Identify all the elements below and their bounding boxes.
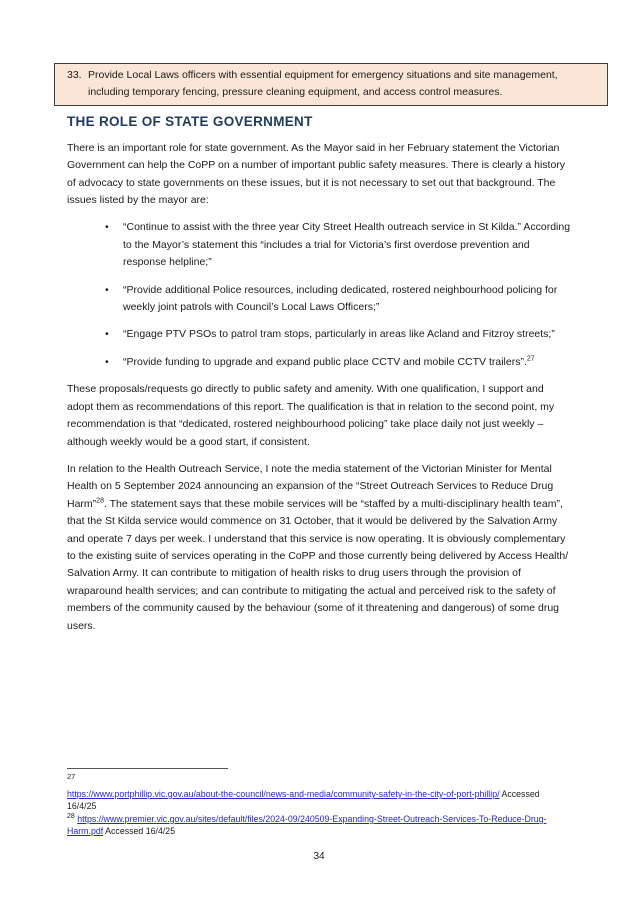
footnote-ref: 28 (96, 497, 104, 505)
list-item-text: “Provide funding to upgrade and expand public place CCTV and mobile CCTV trailers”. (123, 355, 527, 368)
footnote-ref: 27 (526, 355, 535, 363)
footnote-28-marker: 28 (67, 813, 75, 821)
list-item (67, 354, 571, 371)
page-number: 34 (313, 851, 325, 862)
bullet-icon: • (105, 355, 109, 368)
list-item (67, 219, 571, 271)
footnote-separator (67, 768, 228, 769)
paragraph-qualification: These proposals/requests go directly to public safety and amenity. With one qualification, I support and adopt them as recommendations of this report. The qualification is that in relation to the second point, my recommendation is that “dedicated, rostered neighbourhood policing” take place daily not just weekly – although weekly would be a good start, if consistent. (67, 383, 555, 448)
list-item-body (123, 282, 571, 317)
footnote-27-accessed: Accessed 16/4/25 (67, 789, 540, 811)
list-item (67, 282, 571, 317)
health-outreach-text-after: . The statement says that these mobile services will be “staffed by a multi-disciplinary health team”, that the St Kilda service would commence on 31 October, that it would be delivered by the Salvation Army and operate 7 days per week. I understand that this service is now operating. It is obviously complementary to the existing suite of services operating in the CoPP and those currently being delivered by Access Health/ Salvation Army. It can contribute to mitigation of health risks to drug users through the provision of wraparound health services; and can contribute to mitigating the actual and perceived risk to the safety of members of the community caused by the behaviour (some of it threatening and dangerous) of some drug users. (67, 497, 569, 632)
list-item-text: “Continue to assist with the three year City Street Health outreach service in St Kilda.” According to the Mayor’s statement this “includes a trial for Victoria’s first overdose prevention and response helpline;” (123, 221, 571, 269)
footnote-28-accessed: Accessed 16/4/25 (105, 826, 176, 836)
footnote-28-link[interactable]: https://www.premier.vic.gov.au/sites/default/files/2024-09/240509-Expanding-Street-Outreach-Services-To-Reduce-Drug-Harm.pdf (67, 814, 547, 836)
section-heading: THE ROLE OF STATE GOVERNMENT (67, 113, 313, 129)
list-item-text: “Engage PTV PSOs to patrol tram stops, particularly in areas like Acland and Fitzroy streets;” (123, 328, 555, 341)
footnote-27 (67, 788, 571, 812)
paragraph-intro: There is an important role for state government. As the Mayor said in her February statement the Victorian Government can help the CoPP on a number of important public safety measures. There is clearly a history of advocacy to state governments on these issues, but it is not necessary to set out that background. The issues listed by the mayor are: (67, 141, 566, 207)
footnotes-section (67, 768, 571, 838)
recommendation-text: Provide Local Laws officers with essential equipment for emergency situations and site management, including temporary fencing, pressure cleaning equipment, and access control measures. (88, 69, 558, 99)
list-item-text: “Provide additional Police resources, including dedicated, rostered neighbourhood policing for weekly joint patrols with Council’s Local Laws Officers;” (123, 283, 558, 314)
bullet-icon: • (105, 221, 109, 234)
health-outreach-text-before: In relation to the Health Outreach Service, I note the media statement of the Victorian Minister for Mental Health on 5 September 2024 announcing an expansion of the “Street Outreach Services to Reduce Drug Harm” (67, 462, 554, 510)
mayor-issues-list (67, 219, 571, 371)
list-item-body (123, 354, 571, 371)
footnote-27-marker: 27 (67, 772, 76, 781)
list-item-body (123, 219, 571, 271)
recommendation-box (54, 63, 608, 106)
paragraph-health-outreach (67, 461, 571, 635)
footnote-28 (67, 813, 571, 837)
list-item (67, 326, 571, 343)
footnote-27-link[interactable]: https://www.portphillip.vic.gov.au/about-the-council/news-and-media/community-safety-in-the-city-of-port-phillip/ (67, 789, 500, 799)
bullet-icon: • (105, 283, 109, 296)
recommendation-number: 33. (67, 69, 82, 81)
bullet-icon: • (105, 328, 109, 341)
list-item-body (123, 326, 571, 343)
